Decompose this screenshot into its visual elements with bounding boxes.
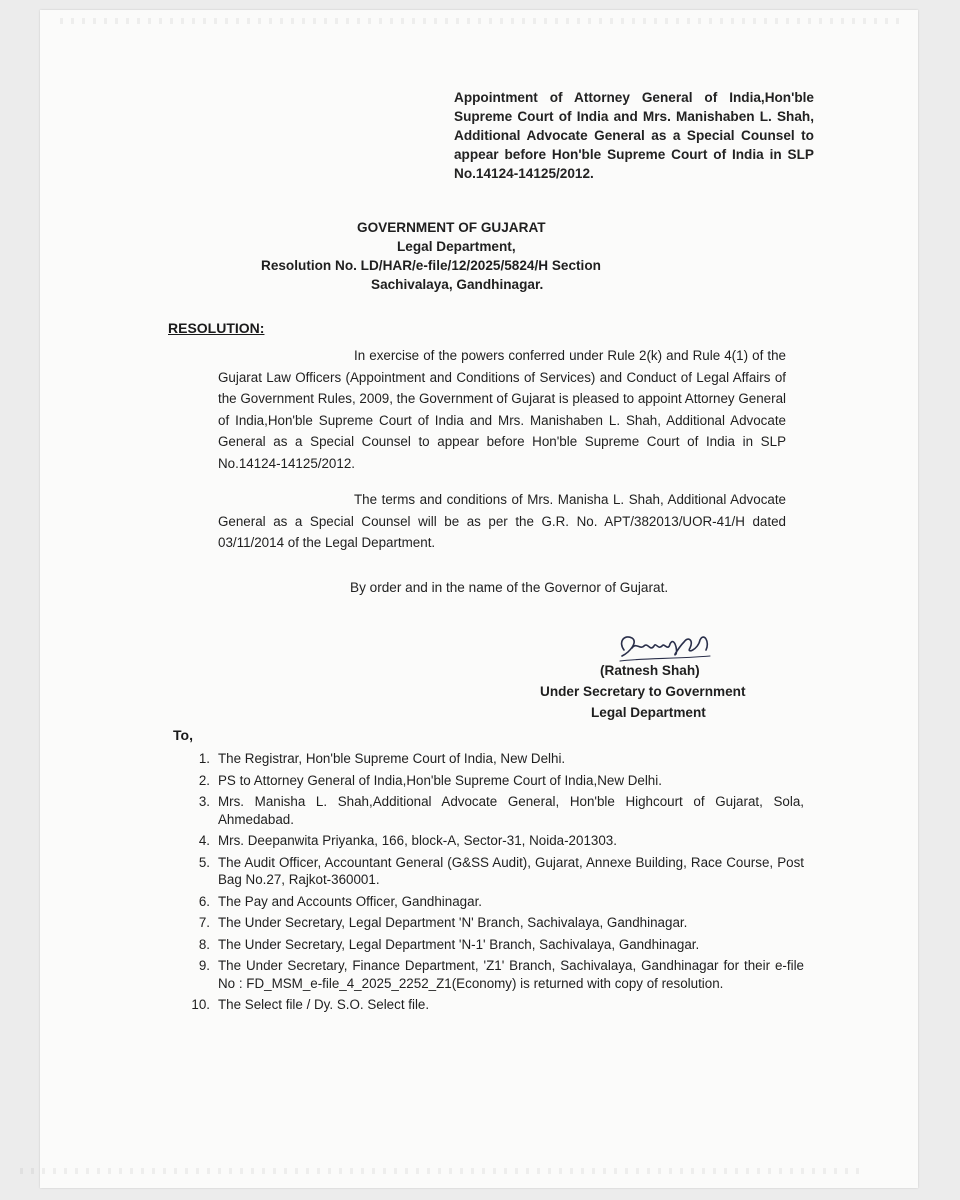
resolution-paragraph-2: The terms and conditions of Mrs. Manisha L. Shah, Additional Advocate General as a Special Counsel will be as per the G.R. No. APT/382013/UOR-41/H dated 03/11/2014 of the Legal Department. (218, 492, 786, 550)
list-item-number: 1. (198, 751, 210, 766)
list-item (188, 854, 804, 889)
list-item (188, 996, 804, 1014)
signatory-block (540, 660, 780, 723)
subject-block: Appointment of Attorney General of India,Hon'ble Supreme Court of India and Mrs. Manishaben L. Shah, Additional Advocate General as a Special Counsel to appear before Hon'ble Supreme Court of India in SLP No.14124-14125/2012. (454, 90, 814, 181)
resolution-number: Resolution No. LD/HAR/e-file/12/2025/5824/H Section (261, 258, 601, 273)
list-item-text: PS to Attorney General of India,Hon'ble Supreme Court of India,New Delhi. (218, 772, 662, 788)
distribution-list (188, 750, 804, 1018)
list-item-number: 6. (198, 893, 210, 909)
list-item-text: The Select file / Dy. S.O. Select file. (218, 997, 430, 1012)
list-item-text: The Pay and Accounts Officer, Gandhinagar. (218, 893, 483, 909)
department-name: Legal Department, (397, 239, 516, 254)
list-item (188, 936, 804, 954)
order-line: By order and in the name of the Governor of Gujarat. (350, 580, 669, 595)
list-item-number: 4. (198, 833, 210, 848)
list-item (188, 957, 804, 992)
list-item-text: Mrs. Deepanwita Priyanka, 166, block-A, Sector-31, Noida-201303. (218, 833, 617, 848)
list-item (188, 750, 804, 768)
list-item-text: The Under Secretary, Legal Department 'N' Branch, Sachivalaya, Gandhinagar. (218, 915, 688, 930)
list-item-text: The Under Secretary, Legal Department 'N-1' Branch, Sachivalaya, Gandhinagar. (218, 936, 700, 952)
list-item (188, 832, 804, 850)
list-item-number: 5. (198, 854, 210, 870)
list-item (188, 793, 804, 828)
list-item-text: Mrs. Manisha L. Shah,Additional Advocate General, Hon'ble Highcourt of Gujarat, Sola, Ahmedabad. (218, 794, 804, 827)
list-item-number: 2. (198, 772, 210, 788)
list-item-number: 10. (191, 997, 210, 1012)
list-item-number: 9. (198, 958, 210, 973)
resolution-paragraph-1: In exercise of the powers conferred under Rule 2(k) and Rule 4(1) of the Gujarat Law Officers (Appointment and Conditions of Services) and Conduct of Legal Affairs of the Government Rules, 2009, the Government of Gujarat is pleased to appoint Attorney General of India,Hon'ble Supreme Court of India and Mrs. Manishaben L. Shah, Additional Advocate General as a Special Counsel to appear before Hon'ble Supreme Court of India in SLP No.14124-14125/2012. (218, 348, 786, 471)
scan-artifact-bottom (20, 1168, 860, 1174)
list-item-number: 8. (198, 936, 210, 952)
resolution-heading: RESOLUTION: (168, 320, 265, 336)
list-item (188, 893, 804, 911)
document-header (200, 218, 760, 294)
scan-artifact-top (60, 18, 900, 24)
list-item-number: 7. (198, 915, 210, 930)
signatory-designation: Under Secretary to Government (540, 684, 746, 699)
signatory-department: Legal Department (591, 705, 706, 720)
issuing-place: Sachivalaya, Gandhinagar. (371, 277, 544, 292)
to-label: To, (173, 727, 193, 743)
list-item-text: The Audit Officer, Accountant General (G&SS Audit), Gujarat, Annexe Building, Race Course, Post Bag No.27, Rajkot-360001. (218, 854, 804, 887)
list-item (188, 914, 804, 932)
government-title: GOVERNMENT OF GUJARAT (357, 220, 546, 235)
list-item (188, 772, 804, 790)
list-item-text: The Registrar, Hon'ble Supreme Court of India, New Delhi. (218, 751, 566, 766)
list-item-number: 3. (198, 794, 210, 809)
signatory-name: (Ratnesh Shah) (600, 663, 700, 678)
list-item-text: The Under Secretary, Finance Department, 'Z1' Branch, Sachivalaya, Gandhinagar for their e-file No : FD_MSM_e-file_4_2025_2252_Z1(Economy) is returned with copy of resolution. (218, 958, 804, 991)
